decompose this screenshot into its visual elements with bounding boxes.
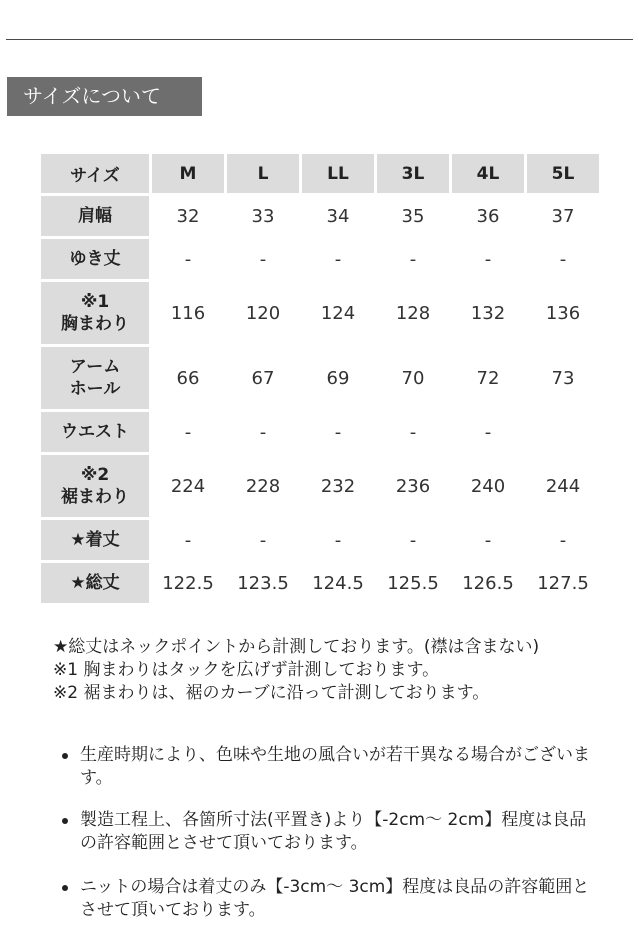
table-cell: -: [227, 239, 299, 279]
table-cell: 136: [527, 282, 599, 344]
row-label-sleeve-length: ゆき丈: [41, 239, 149, 279]
table-cell: -: [227, 520, 299, 560]
table-cell: 236: [377, 455, 449, 517]
table-cell: -: [527, 239, 599, 279]
table-cell: 126.5: [452, 563, 524, 603]
table-cell: 34: [302, 196, 374, 236]
table-cell: -: [302, 412, 374, 452]
table-cell: -: [452, 239, 524, 279]
list-item: [60, 809, 590, 855]
table-row: [41, 563, 599, 603]
table-cell: 244: [527, 455, 599, 517]
note-hem: ※2 裾まわりは、裾のカーブに沿って計測しております。: [53, 683, 490, 703]
note-chest: ※1 胸まわりはタックを広げず計測しております。: [53, 660, 440, 680]
table-cell: -: [302, 520, 374, 560]
top-divider: [6, 39, 633, 40]
table-cell: 73: [527, 347, 599, 409]
header-cell-4l: 4L: [452, 154, 524, 193]
table-cell: 124: [302, 282, 374, 344]
table-cell: 124.5: [302, 563, 374, 603]
section-title: サイズについて: [7, 77, 202, 116]
table-cell: 224: [152, 455, 224, 517]
size-table: [38, 151, 602, 606]
table-cell: -: [377, 239, 449, 279]
table-cell: -: [377, 412, 449, 452]
row-label-chest: ※1 胸まわり: [41, 282, 149, 344]
table-cell: 120: [227, 282, 299, 344]
table-cell: [527, 412, 599, 452]
table-row: [41, 412, 599, 452]
table-row: [41, 282, 599, 344]
row-label-length: ★着丈: [41, 520, 149, 560]
table-cell: 127.5: [527, 563, 599, 603]
table-row: [41, 239, 599, 279]
table-cell: 37: [527, 196, 599, 236]
table-cell: -: [227, 412, 299, 452]
table-cell: 69: [302, 347, 374, 409]
table-header-row: [41, 154, 599, 193]
table-cell: 122.5: [152, 563, 224, 603]
bullet-icon: [62, 753, 68, 759]
disclaimer-list: [60, 744, 590, 922]
header-cell-l: L: [227, 154, 299, 193]
table-row: [41, 196, 599, 236]
table-cell: 70: [377, 347, 449, 409]
table-cell: 123.5: [227, 563, 299, 603]
table-cell: -: [302, 239, 374, 279]
table-cell: 132: [452, 282, 524, 344]
table-cell: 32: [152, 196, 224, 236]
table-cell: 35: [377, 196, 449, 236]
table-row: [41, 347, 599, 409]
list-item-text: 製造工程上、各箇所寸法(平置き)より【-2cm〜 2cm】程度は良品の許容範囲とさせて頂いております。: [80, 810, 587, 853]
note-total-length: ★総丈はネックポイントから計測しております。(襟は含まない): [53, 637, 540, 657]
header-cell-m: M: [152, 154, 224, 193]
table-cell: 232: [302, 455, 374, 517]
table-cell: 240: [452, 455, 524, 517]
header-cell-size: サイズ: [41, 154, 149, 193]
measurement-notes: [53, 636, 593, 705]
table-cell: -: [452, 520, 524, 560]
table-cell: -: [377, 520, 449, 560]
table-cell: 125.5: [377, 563, 449, 603]
row-label-shoulder-width: 肩幅: [41, 196, 149, 236]
table-cell: 36: [452, 196, 524, 236]
row-label-total-length: ★総丈: [41, 563, 149, 603]
table-row: [41, 520, 599, 560]
table-cell: -: [152, 239, 224, 279]
table-cell: 33: [227, 196, 299, 236]
header-cell-ll: LL: [302, 154, 374, 193]
table-cell: 116: [152, 282, 224, 344]
table-cell: 67: [227, 347, 299, 409]
table-cell: -: [452, 412, 524, 452]
list-item-text: ニットの場合は着丈のみ【-3cm〜 3cm】程度は良品の許容範囲とさせて頂いております。: [80, 877, 590, 920]
table-cell: 228: [227, 455, 299, 517]
row-label-hem: ※2 裾まわり: [41, 455, 149, 517]
header-cell-5l: 5L: [527, 154, 599, 193]
row-label-armhole: アーム ホール: [41, 347, 149, 409]
table-cell: 128: [377, 282, 449, 344]
list-item: [60, 744, 590, 790]
list-item-text: 生産時期により、色味や生地の風合いが若干異なる場合がございます。: [80, 745, 590, 788]
table-cell: -: [152, 520, 224, 560]
row-label-waist: ウエスト: [41, 412, 149, 452]
header-cell-3l: 3L: [377, 154, 449, 193]
table-cell: 66: [152, 347, 224, 409]
table-cell: -: [152, 412, 224, 452]
table-cell: -: [527, 520, 599, 560]
bullet-icon: [62, 885, 68, 891]
list-item: [60, 876, 590, 922]
table-row: [41, 455, 599, 517]
bullet-icon: [62, 818, 68, 824]
table-cell: 72: [452, 347, 524, 409]
